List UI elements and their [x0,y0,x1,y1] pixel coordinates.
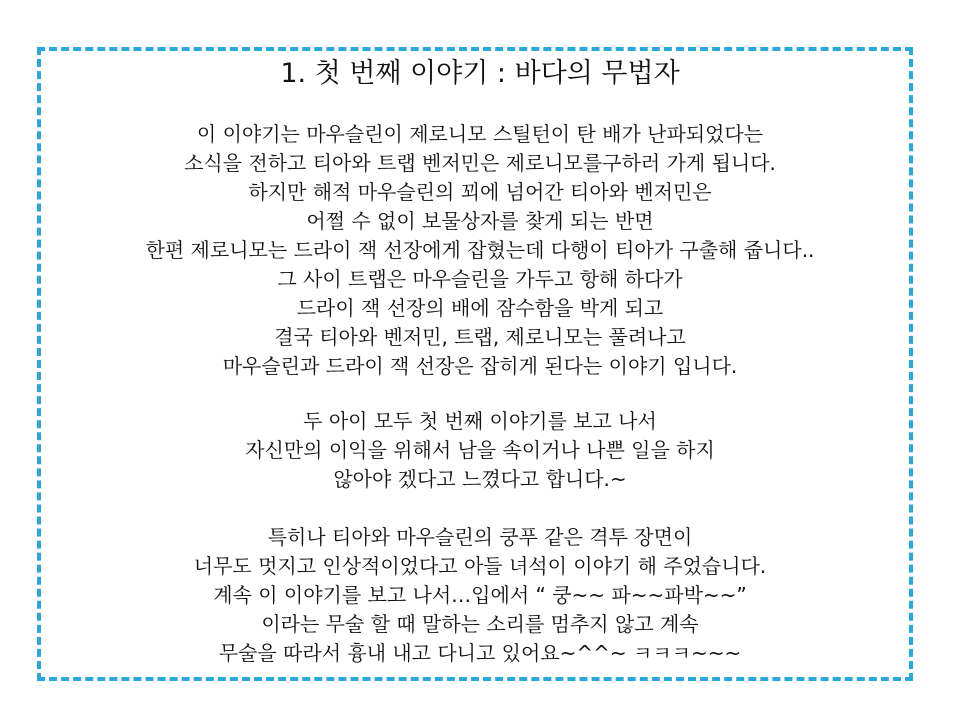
text-line: 드라이 잭 선장의 배에 잠수함을 박게 되고 [296,296,664,320]
text-line: 결국 티아와 벤저민, 트랩, 제로니모는 풀려나고 [274,325,686,349]
text-line: 그 사이 트랩은 마우슬린을 가두고 항해 하다가 [277,267,683,291]
text-line: 이라는 무술 할 때 말하는 소리를 멈추지 않고 계속 [261,612,699,636]
text-line: 특히나 티아와 마우슬린의 쿵푸 같은 격투 장면이 [267,525,693,549]
text-line: 계속 이 이야기를 보고 나서…입에서 “ 쿵~~ 파~~파박~~” [213,583,747,607]
text-line: 자신만의 이익을 위해서 남을 속이거나 나쁜 일을 하지 [245,438,715,462]
text-line: 하지만 해적 마우슬린의 꾀에 넘어간 티아와 벤저민은 [248,180,712,204]
lesson-paragraph [0,407,960,494]
page-title: 1. 첫 번째 이야기 : 바다의 무법자 [280,58,680,89]
text-line: 무술을 따라서 흉내 내고 다니고 있어요~^^~ ㅋㅋㅋ~~~ [218,641,742,665]
impression-paragraph [0,523,960,668]
text-line: 이 이야기는 마우슬린이 제로니모 스틸턴이 탄 배가 난파되었다는 [196,122,764,146]
story-summary-paragraph [0,120,960,381]
text-line: 너무도 멋지고 인상적이었다고 아들 녀석이 이야기 해 주었습니다. [193,554,767,578]
text-line: 한편 제로니모는 드라이 잭 선장에게 잡혔는데 다행이 티아가 구출해 줍니다.. [145,238,815,262]
text-line: 두 아이 모두 첫 번째 이야기를 보고 나서 [303,409,657,433]
text-line: 어쩔 수 없이 보물상자를 찾게 되는 반면 [306,209,654,233]
text-line: 않아야 겠다고 느꼈다고 합니다.~ [333,467,627,491]
text-line: 소식을 전하고 티아와 트랩 벤저민은 제로니모를구하러 가게 됩니다. [184,151,776,175]
text-line: 마우슬린과 드라이 잭 선장은 잡히게 된다는 이야기 입니다. [222,354,738,378]
